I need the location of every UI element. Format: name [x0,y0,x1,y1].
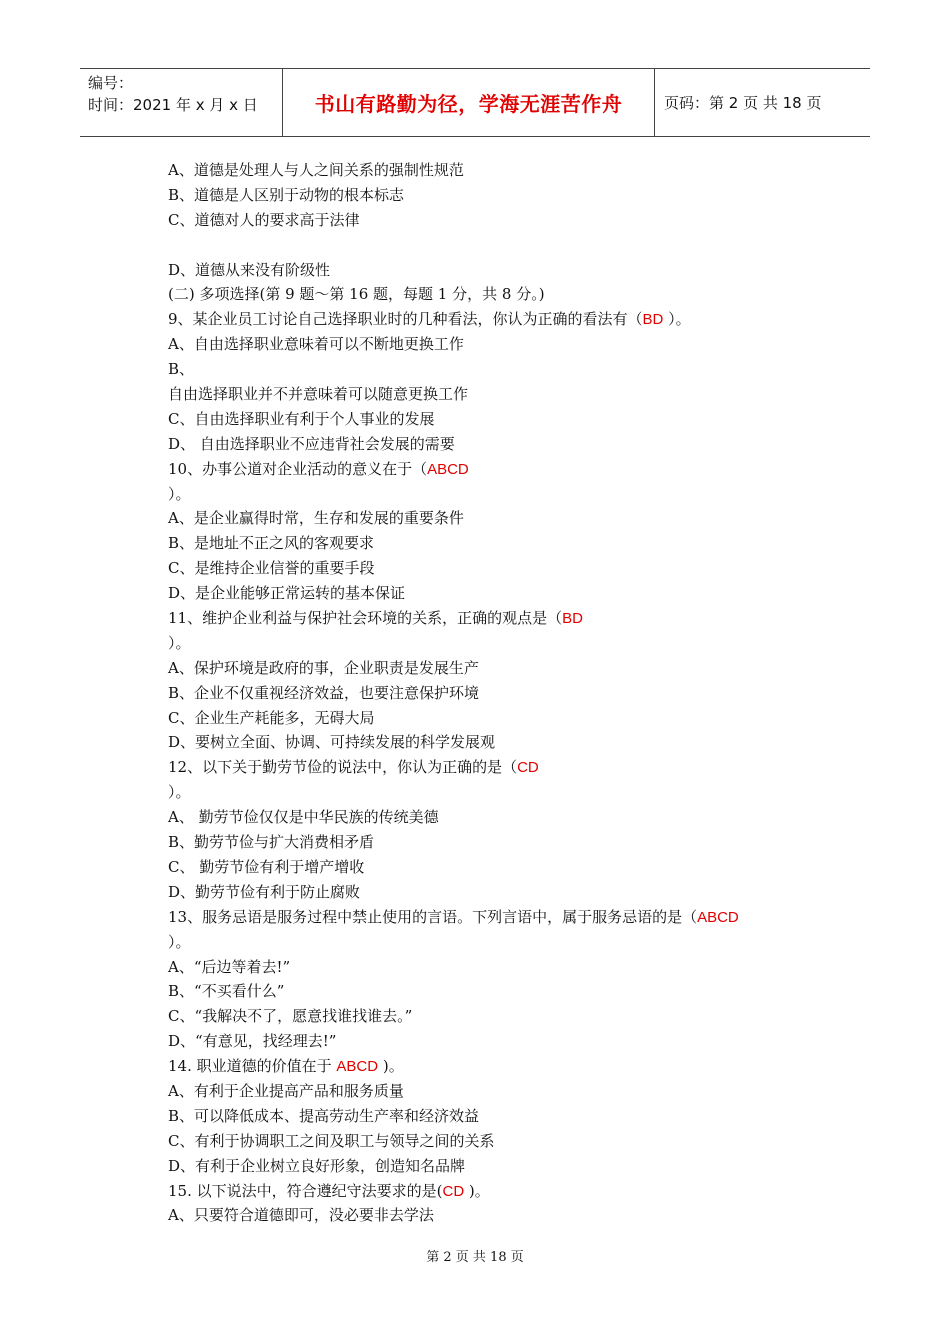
line-text: B、 [168,360,195,379]
line-text: C、有利于协调职工之间及职工与领导之间的关系 [168,1131,495,1150]
line-text: D、“有意见，找经理去!” [168,1032,337,1051]
text-line [168,1029,828,1054]
text-line [168,506,828,531]
line-text: B、勤劳节俭与扩大消费相矛盾 [168,833,375,852]
text-line [168,730,828,755]
line-text: C、“我解决不了，愿意找谁找谁去。” [168,1007,413,1026]
page-header [80,68,870,137]
text-line [168,656,828,681]
answer-text: BD [642,311,664,329]
text-line [168,307,828,332]
text-line [168,1203,828,1228]
answer-text: ABCD [336,1058,379,1076]
line-text: D、要树立全面、协调、可持续发展的科学发展观 [168,733,496,752]
header-page-info-cell [655,69,870,136]
line-text: 11、维护企业利益与保护社会环境的关系，正确的观点是（ [168,609,563,628]
text-line [168,382,828,407]
line-text: A、自由选择职业意味着可以不断地更换工作 [168,335,464,354]
line-text: C、 勤劳节俭有利于增产增收 [168,857,365,876]
answer-text: ABCD [427,460,469,478]
line-text: 12、以下关于勤劳节俭的说法中，你认为正确的是（ [168,758,518,777]
line-text: 13、服务忌语是服务过程中禁止使用的言语。下列言语中，属于服务忌语的是（ [168,907,698,926]
text-line [168,482,828,507]
line-text: B、可以降低成本、提高劳动生产率和经济效益 [168,1106,480,1125]
line-text: C、自由选择职业有利于个人事业的发展 [168,409,435,428]
text-line [168,407,828,432]
text-line [168,556,828,581]
line-text: ）。 [168,783,191,802]
line-text: A、只要符合道德即可，没必要非去学法 [168,1206,434,1225]
text-line [168,258,828,283]
text-line [168,1079,828,1104]
answer-text: BD [562,610,583,628]
header-motto: 书山有路勤为径，学海无涯苦作舟 [314,92,623,116]
line-text: 9、某企业员工讨论自己选择职业时的几种看法，你认为正确的看法有（ [168,310,643,329]
text-line [168,979,828,1004]
line-text: 自由选择职业并不并意味着可以随意更换工作 [168,385,469,404]
line-text: D、有利于企业树立良好形象，创造知名品牌 [168,1156,466,1175]
text-line [168,357,828,382]
text-line [168,830,828,855]
line-text: (二) 多项选择(第 9 题～第 16 题，每题 1 分，共 8 分。) [168,285,545,304]
text-line [168,233,828,258]
answer-text: CD [442,1182,465,1200]
text-line [168,282,828,307]
text-line [168,158,828,183]
line-suffix: )。 [464,1181,490,1200]
text-line [168,631,828,656]
answer-text: CD [517,759,539,777]
answer-text: ABCD [697,908,739,926]
line-text: B、是地址不正之风的客观要求 [168,534,375,553]
line-text: A、道德是处理人与人之间关系的强制性规范 [168,161,464,179]
line-text: B、“不买看什么” [168,982,285,1001]
line-text: C、是维持企业信誉的重要手段 [168,559,375,578]
line-text: A、保护环境是政府的事，企业职责是发展生产 [168,658,479,677]
text-line [168,1104,828,1129]
header-page-info: 页码：第 2 页 共 18 页 [664,94,822,112]
text-line [168,332,828,357]
line-suffix: ）。 [663,310,691,329]
header-meta [80,69,282,136]
line-text: C、道德对人的要求高于法律 [168,210,360,229]
line-text: ）。 [168,633,191,652]
line-text: A、是企业赢得时常，生存和发展的重要条件 [168,509,464,528]
line-text: A、 勤劳节俭仅仅是中华民族的传统美德 [168,808,439,827]
text-line [168,432,828,457]
line-text: D、 自由选择职业不应违背社会发展的需要 [168,434,455,453]
line-text: 14. 职业道德的价值在于 [168,1057,337,1076]
text-line [168,457,828,482]
document-body [168,158,828,1228]
text-line [168,780,828,805]
text-line [168,531,828,556]
line-text: B、道德是人区别于动物的根本标志 [168,185,405,204]
text-line [168,1129,828,1154]
line-text: A、有利于企业提高产品和服务质量 [168,1081,404,1100]
text-line [168,930,828,955]
line-text: A、“后边等着去!” [168,957,291,976]
line-text: D、道德从来没有阶级性 [168,260,331,279]
line-text: C、企业生产耗能多，无碍大局 [168,708,375,727]
text-line [168,880,828,905]
line-suffix: )。 [378,1057,404,1076]
doc-code-label: 编号： [88,74,134,92]
line-text: 10、办事公道对企业活动的意义在于（ [168,459,428,478]
text-line [168,855,828,880]
line-text: B、企业不仅重视经济效益，也要注意保护环境 [168,683,480,702]
text-line [168,1054,828,1079]
page-footer: 第 2 页 共 18 页 [426,1250,524,1265]
text-line [168,183,828,208]
text-line [168,805,828,830]
header-motto-cell [282,69,655,136]
text-line [168,1179,828,1204]
text-line [168,606,828,631]
text-line [168,755,828,780]
text-line [168,581,828,606]
text-line [168,1004,828,1029]
text-line [168,1154,828,1179]
line-text: D、是企业能够正常运转的基本保证 [168,584,406,603]
line-text: ）。 [168,932,191,951]
text-line [168,681,828,706]
text-line [168,905,828,930]
text-line [168,208,828,233]
text-line [168,955,828,980]
line-text: D、勤劳节俭有利于防止腐败 [168,882,361,901]
doc-time-label: 时间：2021 年 x 月 x 日 [88,96,258,114]
line-text: ）。 [168,484,191,503]
text-line [168,706,828,731]
line-text: 15. 以下说法中，符合遵纪守法要求的是( [168,1181,443,1200]
